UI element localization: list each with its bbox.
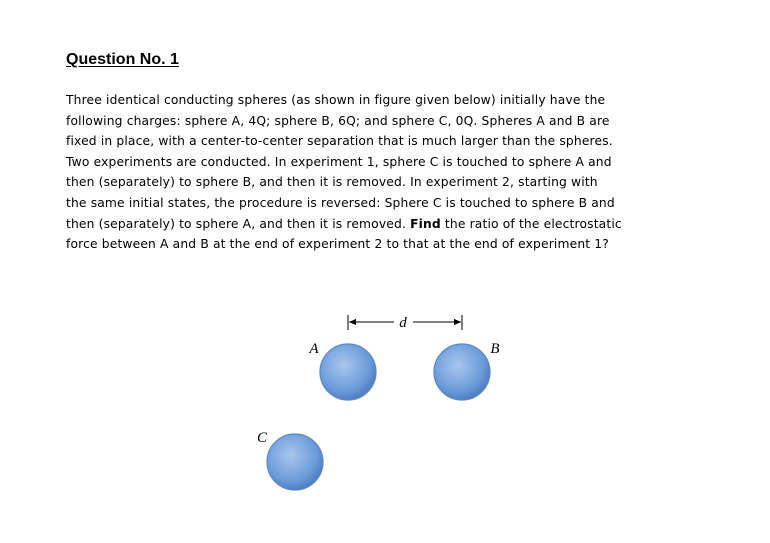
distance-label: d <box>399 315 407 331</box>
sphere-a-label: A <box>309 341 319 357</box>
sphere-c-label: C <box>256 430 268 446</box>
paragraph-line-2: following charges: sphere A, 4Q; sphere B, 6Q; and sphere C, 0Q. Spheres A and B are <box>66 113 610 128</box>
sphere-b <box>434 344 490 400</box>
paragraph-line-3: fixed in place, with a center-to-center separation that is much larger than the spheres. <box>66 134 613 149</box>
question-heading: Question No. 1 <box>66 51 179 68</box>
find-bold-word: Find <box>410 216 441 231</box>
paragraph-line-4: Two experiments are conducted. In experiment 1, sphere C is touched to sphere A and <box>66 154 612 169</box>
paragraph-line-7-end: the ratio of the electrostatic <box>440 216 622 231</box>
paragraph-line-7-start: then (separately) to sphere A, and then it is removed. <box>66 216 411 231</box>
sphere-c <box>267 434 323 490</box>
sphere-b-label: B <box>490 341 500 357</box>
paragraph-line-6: the same initial states, the procedure is reversed: Sphere C is touched to sphere B and <box>66 195 615 210</box>
distance-indicator <box>348 315 462 331</box>
paragraph-line-1: Three identical conducting spheres (as shown in figure given below) initially have the <box>66 93 606 107</box>
paragraph-line-5: then (separately) to sphere B, and then it is removed. In experiment 2, starting with <box>66 175 598 190</box>
paragraph-line-8: force between A and B at the end of experiment 2 to that at the end of experiment 1? <box>66 237 609 252</box>
sphere-a <box>320 344 376 400</box>
